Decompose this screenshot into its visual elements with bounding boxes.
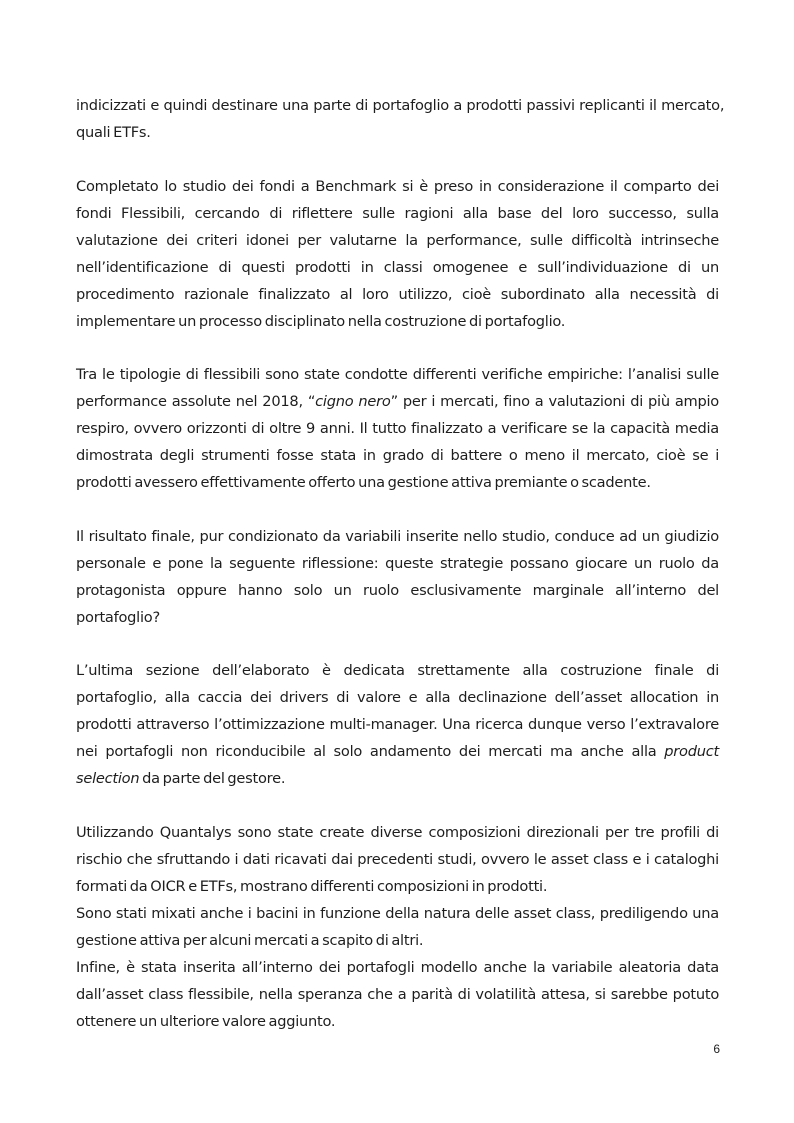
text-line: Utilizzando Quantalys sono state create diverse composizioni direzionali per tre profili di	[76, 824, 719, 841]
text-line	[76, 389, 719, 415]
text-line: Completato lo studio dei fondi a Benchmark si è preso in considerazione il comparto dei	[76, 178, 719, 195]
text-run: nei portafogli non riconducibile al solo andamento dei mercati ma anche alla	[76, 743, 665, 760]
text-line: portafoglio, alla caccia dei drivers di valore e alla declinazione dell’asset allocation in	[76, 689, 719, 706]
text-line: portafoglio?	[76, 609, 160, 626]
text-run: performance assolute nel 2018, “	[76, 393, 316, 410]
text-line: implementare un processo disciplinato nella costruzione di portafoglio.	[76, 313, 566, 330]
emphasis-text: selection	[76, 770, 140, 787]
text-line: ottenere un ulteriore valore aggiunto.	[76, 1013, 336, 1030]
text-line: procedimento razionale finalizzato al loro utilizzo, cioè subordinato alla necessità di	[76, 286, 719, 303]
text-line: L’ultima sezione dell’elaborato è dedicata strettamente alla costruzione finale di	[76, 662, 719, 679]
text-line: formati da OICR e ETFs, mostrano differenti composizioni in prodotti.	[76, 878, 548, 895]
text-line	[76, 766, 719, 792]
text-line: respiro, ovvero orizzonti di oltre 9 anni. Il tutto finalizzato a verificare se la capacità media	[76, 420, 719, 437]
text-line: valutazione dei criteri idonei per valutarne la performance, sulle difficoltà intrinseche	[76, 232, 719, 249]
text-line: gestione attiva per alcuni mercati a scapito di altri.	[76, 932, 424, 949]
text-line: Sono stati mixati anche i bacini in funzione della natura delle asset class, prediligendo una	[76, 905, 719, 922]
text-run: ” per i mercati, fino a valutazioni di più ampio	[390, 393, 719, 410]
page-number: 6	[713, 1042, 720, 1056]
text-line: rischio che sfruttando i dati ricavati dai precedenti studi, ovvero le asset class e i cataloghi	[76, 851, 719, 868]
text-line: Il risultato finale, pur condizionato da variabili inserite nello studio, conduce ad un giudizio	[76, 528, 719, 545]
text-line: dimostrata degli strumenti fosse stata in grado di battere o meno il mercato, cioè se i	[76, 447, 719, 464]
text-line: nell’identificazione di questi prodotti in classi omogenee e sull’individuazione di un	[76, 259, 719, 276]
text-line: indicizzati e quindi destinare una parte di portafoglio a prodotti passivi replicanti il mercato,	[76, 97, 725, 114]
text-line: quali ETFs.	[76, 124, 151, 141]
text-line: personale e pone la seguente riflessione: queste strategie possano giocare un ruolo da	[76, 555, 719, 572]
text-line: prodotti attraverso l’ottimizzazione multi-manager. Una ricerca dunque verso l’extravalore	[76, 716, 719, 733]
text-line: Infine, è stata inserita all’interno dei portafogli modello anche la variabile aleatoria data	[76, 959, 719, 976]
text-line: prodotti avessero effettivamente offerto una gestione attiva premiante o scadente.	[76, 474, 651, 491]
text-line: Tra le tipologie di flessibili sono state condotte differenti verifiche empiriche: l’analisi sulle	[76, 366, 719, 383]
text-line: dall’asset class flessibile, nella speranza che a parità di volatilità attesa, si sarebbe potuto	[76, 986, 719, 1003]
emphasis-text: cigno nero	[315, 393, 391, 410]
emphasis-text: product	[664, 743, 719, 760]
text-line	[76, 739, 719, 765]
text-run: da parte del gestore.	[139, 770, 286, 787]
text-line: fondi Flessibili, cercando di riflettere sulle ragioni alla base del loro successo, sulla	[76, 205, 719, 222]
text-line: protagonista oppure hanno solo un ruolo esclusivamente marginale all’interno del	[76, 582, 719, 599]
